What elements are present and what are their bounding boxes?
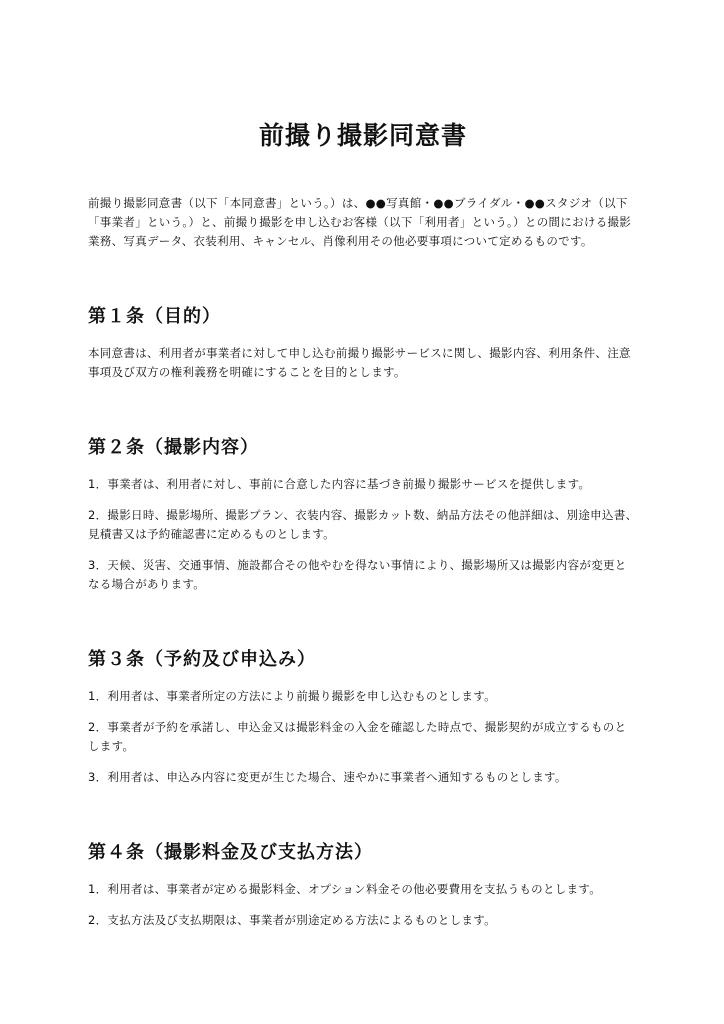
clause-list	[88, 475, 638, 594]
clause-list	[88, 687, 638, 787]
article-heading: 第２条（撮影内容）	[88, 437, 259, 458]
article-2	[88, 435, 638, 594]
article-3	[88, 647, 638, 787]
clause-list	[88, 880, 638, 930]
article-4	[88, 840, 638, 930]
clause: 2．撮影日時、撮影場所、撮影プラン、衣装内容、撮影カット数、納品方法その他詳細は、別途申込書、見積書又は予約確認書に定めるものとします。	[88, 508, 638, 541]
article-heading: 第３条（予約及び申込み）	[88, 649, 316, 670]
article-heading: 第１条（目的）	[88, 306, 221, 327]
article-1	[88, 304, 638, 382]
clause: 2．事業者が予約を承諾し、申込金又は撮影料金の入金を確認した時点で、撮影契約が成立するものとします。	[88, 720, 627, 753]
intro-paragraph: 前撮り撮影同意書（以下「本同意書」という。）は、●●写真館・●●ブライダル・●●スタジオ（以下「事業者」という。）と、前撮り撮影を申し込むお客様（以下「利用者」という。）との間における撮影業務、写真データ、衣装利用、キャンセル、肖像利用その他必要事項について定めるものです。	[88, 196, 632, 248]
clause: 1．利用者は、事業者が定める撮影料金、オプション料金その他必要費用を支払うものとします。	[88, 882, 602, 896]
document-title: 前撮り撮影同意書	[258, 121, 467, 150]
article-body: 本同意書は、利用者が事業者に対して申し込む前撮り撮影サービスに関し、撮影内容、利用条件、注意事項及び双方の権利義務を明確にすることを目的とします。	[88, 346, 631, 379]
clause: 1．事業者は、利用者に対し、事前に合意した内容に基づき前撮り撮影サービスを提供します。	[88, 477, 591, 491]
clause: 2．支払方法及び支払期限は、事業者が別途定める方法によるものとします。	[88, 913, 496, 927]
clause: 1．利用者は、事業者所定の方法により前撮り撮影を申し込むものとします。	[88, 689, 496, 703]
clause: 3．天候、災害、交通事情、施設都合その他やむを得ない事情により、撮影場所又は撮影内容が変更となる場合があります。	[88, 558, 627, 591]
article-heading: 第４条（撮影料金及び支払方法）	[88, 842, 373, 863]
clause: 3．利用者は、申込み内容に変更が生じた場合、速やかに事業者へ通知するものとします。	[88, 770, 567, 784]
